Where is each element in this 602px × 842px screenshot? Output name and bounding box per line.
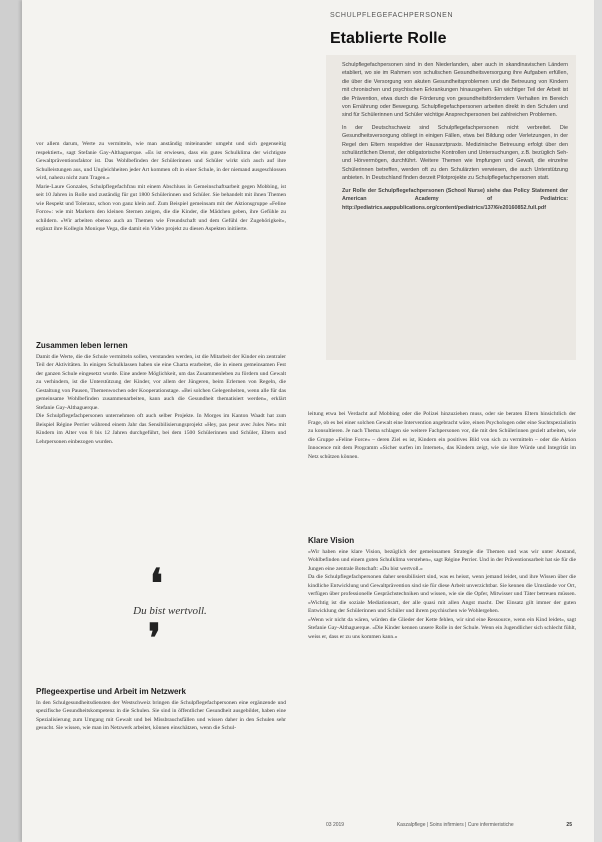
info-box-text <box>342 61 568 212</box>
page-gutter <box>0 0 22 842</box>
col1-paragraph: Damit die Werte, die die Schule vermitteln sollen, verstanden werden, ist die Mitarbeit der Kinder ein zentraler Teil der Aktivitäten. In einigen Schulklassen haben sie eine Charta erarbeitet, die in einem gemeinsamen Fest der ganzen Schule eingesetzt wurde. Eine andere Möglichkeit, um das Zusammenleben zu fördern und Gewalt zu verhindern, ist die Unterstützung der Kinder, vor allem der Jüngeren, beim Erlernen von Regeln, die Gestaltung von Pausen, Themenwochen oder Kooperationstage. «Bei solchen Gelegenheiten, wenn alle für das gemeinsame Wohlbefinden zusammenarbeiten, kann auch die Gesundheit thematisiert werden», erklärt Stefanie Gay-Althaguerque. <box>36 353 286 411</box>
col1-paragraph: vor allem darum, Werte zu vermitteln, wie man anständig miteinander umgeht und sich gegenseitig respektiert», sagt Stefanie Gay-Althaguerque. «Es ist erwiesen, dass ein gutes Schulklima der wichtigste Gewaltpräventionsfaktor ist. Das Wohlbefinden der Schülerinnen und Schüler wirkt sich auch auf ihre Schulleistungen aus, und Ungleichheiten jeder Art kommen oft in einer Schule, in der niemand ausgeschlossen wird, nahezu nicht zum Tragen.» <box>36 141 286 181</box>
info-box-paragraph: In der Deutschschweiz sind Schulpflegefachpersonen nicht verbreitet. Die Gesundheitsversorgung obliegt in einigen Fällen, etwa bei Bildung oder Verletzungen, in der Regel den Eltern respektive der Hausarztpraxis. Medizinische Betreuung erfolgt über den schulärztlichen Dienst, der obligatorische Kontrollen und Untersuchungen, z.B. bezüglich Seh- und Hörvermögen, durchführt. Weitere Themen wie Impfungen und Gewalt, die einzelne Schülerinnen betreffen, werden oft zu den Schulärzten verwiesen, die auch Unterstützung anbieten. In Deutschland finden derzeit Pilotprojekte zu Schulpflegefachpersonen statt. <box>342 124 568 182</box>
page-number: 25 <box>566 822 572 828</box>
quote-open-mark: ❛ <box>150 561 163 606</box>
col1-intro <box>36 140 286 234</box>
col2-paragraph: leitung etwa bei Verdacht auf Mobbing oder die Polizei hinzuziehen muss, oder sie beraten Eltern hinsichtlich der Frage, ob es bei einer solchen Gewalt eine Intervention angebracht wäre, einen Psychologen oder eine Suchtspezialistin zu konsultieren. Je nach Thema schlagen sie weitere Fachpersonen vor, die mit den Schülerinnen gezielt arbeiten, wie die Gruppe «Feline Force» – deren Ziel es ist, Kindern ein positives Bild von sich zu vermitteln – oder die Aktion Innocence mit dem Programm «Sicher surfen im Internet», das Kindern zeigt, wie sie ihre Würde und Integrität im Netz schützen können. <box>308 411 576 460</box>
col1-pflege <box>36 688 286 733</box>
quote-close-mark: ❜ <box>148 616 161 661</box>
pull-quote: Du bist wertvoll. <box>133 605 207 617</box>
section-title: Etablierte Rolle <box>330 30 447 47</box>
col2-paragraph: «Wir haben eine klare Vision, bezüglich der gemeinsamen Strategie die Themen und was wir unter Anstand, Wohlbefinden und einem guten Schulklima verstehen», sagt Régine Perrier. Und in der Präventionsarbeit hat sie für die Jungen eine zentrale Botschaft: «Du bist wertvoll.» <box>308 548 576 572</box>
col2-paragraph: «Wenn wir nicht da wären, würden die Glieder der Kette fehlen, wir sind eine Ressource, wenn ein Kind leidet», sagt Stefanie Gay-Althaguerque. «Die Kinder kennen unsere Rolle in der Schule. Wenn ein Jugendlicher sich schlecht fühlt, weiss er, dass er zu uns kommen kann.» <box>308 616 576 640</box>
col1-paragraph: Die Schulpflegefachpersonen unternehmen oft auch selber Projekte. In Morges im Kanton Waadt hat zum Beispiel Régine Perrier während einem Jahr das Sensibilisierungsprojekt «Hey, pas peur avec Jules Net» mit Kindern im Alter von 8 bis 12 Jahren durchgeführt, bei dem 1500 Schülerinnen und Schüler, Eltern und Lehrpersonen einbezogen wurden. <box>36 413 286 445</box>
col2-intro <box>308 410 576 461</box>
footer-issue: 03 2019 <box>326 822 345 828</box>
col2-paragraph: Da die Schulpflegefachpersonen daher sensibilisiert sind, was es heisst, wenn jemand leidet, und ihre Wissen über die kindliche Entwicklung und Gewaltprävention sind sie für diese Arbeit unverzichtbar. Sie kennen die Umstände vor Ort, verfügen über professionelle Gesprächstechniken und wissen, wie sie die Opfer, Mitwisser und Täter betreuen müssen. «Wichtig ist die soziale Mediationsart, der alle quasi mit allen Angst macht. Der Einsatz gilt immer der guten Entwicklung der Schülerinnen und Schüler und ihrem psychischen wie Wohlergehen. <box>308 574 576 614</box>
section-heading: Zusammen leben lernen <box>36 341 128 350</box>
col1-zusammen <box>36 342 286 446</box>
info-box-source: Zur Rolle der Schulpflegefachpersonen (School Nurse) siehe das Policy Statement der American Academy of Pediatrics: http://pediatrics.aappublications.org/content/pediatrics/137/6/e20160852.full.pdf <box>342 187 568 211</box>
section-heading: Pflegeexpertise und Arbeit im Netzwerk <box>36 687 186 696</box>
col1-paragraph: Marie-Laure Gonzales, Schulpflegefachfrau mit einem Abschluss in Gemeinschaftsarbeit gegen Mobbing, ist seit 10 Jahren in Rolle und zuständig für gut 1800 Schülerinnen und Schüler. Sie behandelt mit ihnen Themen wie Respekt und Toleranz, schon von ganz klein auf. Zum Beispiel gemeinsam mit der Aktionsgruppe «Feline Force»: wie mit Markern den kleinen Sternen zeigen, die die Kinder, die Mädchen geben, ihre Gefühle zu schildern. «Wir arbeiten ebenso auch an Themen wie Freundschaft und dem Gefühl der Zugehörigkeit», ergänzt ihre Kollegin Monique Vega, die damit ein Video projekt zu diesen Aspekten initiierte. <box>36 183 286 232</box>
col2-vision <box>308 537 576 641</box>
footer-publication: Kaszalpflege | Soins infirmiers | Cure infermieristiche <box>396 822 514 828</box>
info-box <box>326 55 576 360</box>
section-heading: Klare Vision <box>308 536 355 545</box>
page-footer <box>326 822 572 828</box>
col1-paragraph: In den Schulgesundheitsdiensten der Westschweiz bringen die Schulpflegefachpersonen eine ergänzende und spezifische Gesundheitskompetenz in die Schulen. Sie sind in öffentlicher Gesundheit ausgebildet, haben eine Spezialisierung zum Umgang mit Gewalt und bei Missbrauchsfällen und wissen daher in den Schulen sehr gesucht. Sie wissen, wie man im Netzwerk arbeitet, können einschätzen, wenn die Schul- <box>36 699 286 731</box>
info-box-paragraph: Schulpflegefachpersonen sind in den Niederlanden, aber auch in skandinavischen Ländern etabliert, wo sie im Rahmen von schulischen Gesundheitsversorgung ihre Aufgaben erfüllen, die über die Versorgung von akuten Gesundheitsproblemen und die Betreuung von Kindern mit chronischen und psychischen Erkrankungen hinausgehen. Ein wichtiger Teil der Arbeit ist die Prävention, etwa durch die Förderung von gesundheitsförderndem Verhalten im Bereich von Ernährung oder Bewegung. Schulpflegefachpersonen arbeiten direkt in den Schulen und sind für Schülerinnen und Schüler wichtige Ansprechpersonen bei zahlreichen Problemen. <box>342 62 568 119</box>
section-label: SCHULPFLEGEFACHPERSONEN <box>330 12 454 19</box>
